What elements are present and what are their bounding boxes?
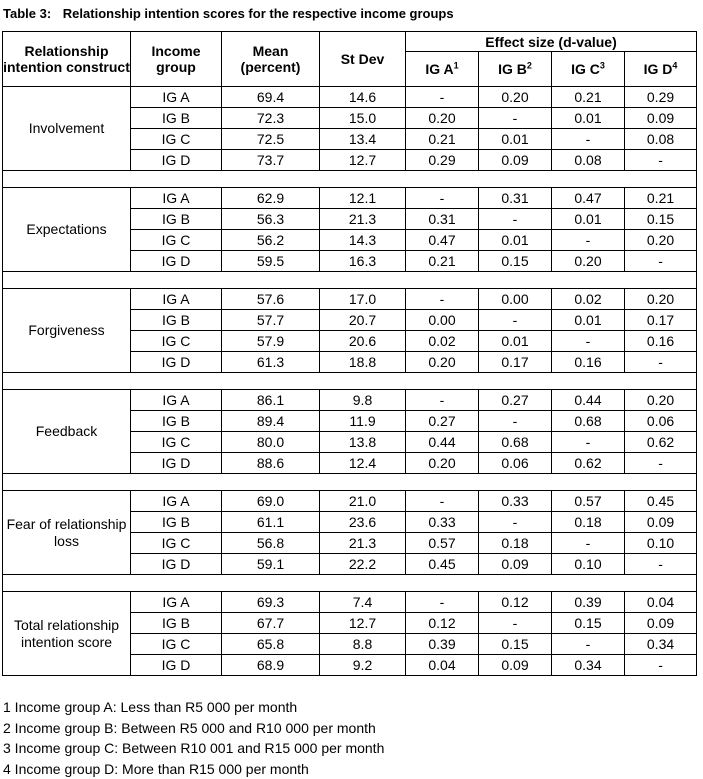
income-group-cell: IG D (131, 150, 222, 171)
income-group-cell: IG B (131, 411, 222, 432)
effect-size-cell: - (552, 230, 625, 251)
income-group-cell: IG C (131, 533, 222, 554)
effect-size-cell: 0.12 (406, 613, 479, 634)
effect-size-cell: 0.17 (479, 352, 552, 373)
effect-size-cell: 0.20 (625, 289, 697, 310)
spacer-row (3, 171, 697, 188)
stdev-cell: 15.0 (320, 108, 406, 129)
mean-cell: 56.3 (222, 209, 320, 230)
income-group-cell: IG C (131, 331, 222, 352)
spacer-row (3, 474, 697, 491)
effect-size-cell: 0.44 (552, 390, 625, 411)
table-row (3, 491, 697, 512)
table-row (3, 390, 697, 411)
stdev-cell: 16.3 (320, 251, 406, 272)
header-mean: Mean (percent) (222, 32, 320, 87)
mean-cell: 59.5 (222, 251, 320, 272)
effect-size-cell: 0.47 (552, 188, 625, 209)
effect-size-cell: 0.01 (479, 331, 552, 352)
effect-size-cell: 0.06 (479, 453, 552, 474)
effect-size-cell: - (406, 592, 479, 613)
stdev-cell: 23.6 (320, 512, 406, 533)
mean-cell: 69.0 (222, 491, 320, 512)
mean-cell: 69.4 (222, 87, 320, 108)
effect-size-cell: 0.20 (406, 352, 479, 373)
effect-size-cell: 0.33 (479, 491, 552, 512)
income-group-cell: IG B (131, 310, 222, 331)
effect-size-cell: - (479, 310, 552, 331)
effect-size-cell: 0.16 (552, 352, 625, 373)
effect-size-cell: 0.02 (406, 331, 479, 352)
effect-size-cell: 0.01 (552, 310, 625, 331)
header-ig-a (406, 52, 479, 87)
footnote-marker: 4 (672, 60, 678, 71)
effect-size-cell: 0.16 (625, 331, 697, 352)
construct-cell: Involvement (3, 87, 131, 171)
effect-size-cell: 0.57 (552, 491, 625, 512)
spacer-row (3, 272, 697, 289)
income-group-cell: IG D (131, 352, 222, 373)
mean-cell: 56.8 (222, 533, 320, 554)
effect-size-cell: 0.27 (479, 390, 552, 411)
footnotes (3, 697, 384, 779)
stdev-cell: 12.7 (320, 150, 406, 171)
table-row (3, 87, 697, 108)
stdev-cell: 14.3 (320, 230, 406, 251)
income-group-cell: IG A (131, 289, 222, 310)
effect-size-cell: 0.20 (406, 453, 479, 474)
effect-size-cell: 0.29 (406, 150, 479, 171)
income-group-cell: IG A (131, 87, 222, 108)
effect-size-cell: - (479, 108, 552, 129)
effect-size-cell: 0.33 (406, 512, 479, 533)
stdev-cell: 12.4 (320, 453, 406, 474)
mean-cell: 57.7 (222, 310, 320, 331)
stdev-cell: 12.1 (320, 188, 406, 209)
effect-size-cell: 0.34 (625, 634, 697, 655)
effect-size-cell: - (625, 150, 697, 171)
effect-size-cell: 0.17 (625, 310, 697, 331)
footnote-4: 4 Income group D: More than R15 000 per month (3, 760, 309, 777)
effect-size-cell: 0.68 (552, 411, 625, 432)
effect-size-cell: - (406, 188, 479, 209)
effect-size-cell: 0.20 (406, 108, 479, 129)
effect-size-cell: 0.09 (479, 554, 552, 575)
header-ig-b-label: IG B (498, 61, 527, 77)
construct-cell: Forgiveness (3, 289, 131, 373)
table-title: Relationship intention scores for the respective income groups (62, 6, 454, 21)
effect-size-cell: - (479, 512, 552, 533)
spacer-row (3, 373, 697, 390)
effect-size-cell: 0.45 (625, 491, 697, 512)
effect-size-cell: 0.20 (625, 230, 697, 251)
effect-size-cell: 0.39 (406, 634, 479, 655)
effect-size-cell: - (625, 554, 697, 575)
mean-cell: 61.3 (222, 352, 320, 373)
stdev-cell: 13.4 (320, 129, 406, 150)
effect-size-cell: 0.06 (625, 411, 697, 432)
mean-cell: 57.6 (222, 289, 320, 310)
header-income-group: Income group (131, 32, 222, 87)
spacer-cell (3, 575, 697, 592)
income-group-cell: IG D (131, 655, 222, 676)
effect-size-cell: 0.15 (625, 209, 697, 230)
effect-size-cell: 0.15 (479, 634, 552, 655)
footnote-2: 2 Income group B: Between R5 000 and R10 000 per month (3, 719, 376, 736)
income-group-cell: IG A (131, 491, 222, 512)
effect-size-cell: - (552, 432, 625, 453)
construct-cell: Feedback (3, 390, 131, 474)
header-construct: Relationship intention construct (3, 32, 131, 87)
footnote-marker: 2 (526, 60, 532, 71)
footnote-marker: 1 (453, 60, 459, 71)
stdev-cell: 14.6 (320, 87, 406, 108)
effect-size-cell: 0.47 (406, 230, 479, 251)
stdev-cell: 21.0 (320, 491, 406, 512)
mean-cell: 61.1 (222, 512, 320, 533)
effect-size-cell: 0.68 (479, 432, 552, 453)
header-ig-d (625, 52, 697, 87)
income-group-cell: IG D (131, 453, 222, 474)
header-ig-d-label: IG D (643, 61, 673, 77)
effect-size-cell: 0.31 (479, 188, 552, 209)
mean-cell: 72.5 (222, 129, 320, 150)
table-caption (3, 6, 454, 21)
stdev-cell: 18.8 (320, 352, 406, 373)
effect-size-cell: 0.01 (552, 108, 625, 129)
stdev-cell: 7.4 (320, 592, 406, 613)
income-group-cell: IG C (131, 432, 222, 453)
table-row (3, 289, 697, 310)
income-group-cell: IG C (131, 634, 222, 655)
stdev-cell: 21.3 (320, 209, 406, 230)
effect-size-cell: 0.45 (406, 554, 479, 575)
relationship-intention-table (2, 31, 697, 676)
header-ig-c (552, 52, 625, 87)
header-ig-c-label: IG C (571, 61, 600, 77)
effect-size-cell: 0.15 (479, 251, 552, 272)
header-ig-b (479, 52, 552, 87)
spacer-cell (3, 373, 697, 390)
effect-size-cell: 0.27 (406, 411, 479, 432)
effect-size-cell: 0.34 (552, 655, 625, 676)
effect-size-cell: - (625, 352, 697, 373)
effect-size-cell: 0.18 (552, 512, 625, 533)
stdev-cell: 9.8 (320, 390, 406, 411)
mean-cell: 73.7 (222, 150, 320, 171)
effect-size-cell: 0.01 (479, 230, 552, 251)
effect-size-cell: 0.62 (552, 453, 625, 474)
effect-size-cell: 0.57 (406, 533, 479, 554)
table-row (3, 188, 697, 209)
effect-size-cell: 0.21 (625, 188, 697, 209)
effect-size-cell: 0.10 (552, 554, 625, 575)
income-group-cell: IG B (131, 209, 222, 230)
mean-cell: 72.3 (222, 108, 320, 129)
construct-cell: Total relationship intention score (3, 592, 131, 676)
effect-size-cell: - (625, 453, 697, 474)
mean-cell: 56.2 (222, 230, 320, 251)
stdev-cell: 21.3 (320, 533, 406, 554)
mean-cell: 68.9 (222, 655, 320, 676)
construct-cell: Expectations (3, 188, 131, 272)
stdev-cell: 8.8 (320, 634, 406, 655)
effect-size-cell: 0.20 (625, 390, 697, 411)
effect-size-cell: - (406, 390, 479, 411)
mean-cell: 80.0 (222, 432, 320, 453)
stdev-cell: 22.2 (320, 554, 406, 575)
income-group-cell: IG B (131, 512, 222, 533)
footnote-3: 3 Income group C: Between R10 001 and R15 000 per month (3, 740, 385, 756)
stdev-cell: 13.8 (320, 432, 406, 453)
mean-cell: 65.8 (222, 634, 320, 655)
effect-size-cell: 0.39 (552, 592, 625, 613)
effect-size-cell: 0.08 (625, 129, 697, 150)
income-group-cell: IG A (131, 188, 222, 209)
effect-size-cell: 0.20 (552, 251, 625, 272)
mean-cell: 67.7 (222, 613, 320, 634)
stdev-cell: 9.2 (320, 655, 406, 676)
effect-size-cell: - (552, 533, 625, 554)
spacer-cell (3, 272, 697, 289)
mean-cell: 88.6 (222, 453, 320, 474)
income-group-cell: IG D (131, 251, 222, 272)
mean-cell: 86.1 (222, 390, 320, 411)
effect-size-cell: 0.15 (552, 613, 625, 634)
effect-size-cell: 0.12 (479, 592, 552, 613)
effect-size-cell: 0.21 (552, 87, 625, 108)
stdev-cell: 17.0 (320, 289, 406, 310)
income-group-cell: IG B (131, 108, 222, 129)
stdev-cell: 20.7 (320, 310, 406, 331)
spacer-cell (3, 171, 697, 188)
effect-size-cell: 0.18 (479, 533, 552, 554)
effect-size-cell: 0.02 (552, 289, 625, 310)
effect-size-cell: 0.08 (552, 150, 625, 171)
effect-size-cell: 0.09 (625, 512, 697, 533)
mean-cell: 59.1 (222, 554, 320, 575)
effect-size-cell: 0.00 (479, 289, 552, 310)
effect-size-cell: 0.09 (625, 613, 697, 634)
table-number: Table 3: (3, 6, 52, 21)
effect-size-cell: 0.09 (625, 108, 697, 129)
effect-size-cell: 0.09 (479, 150, 552, 171)
footnote-1: 1 Income group A: Less than R5 000 per month (3, 699, 298, 715)
income-group-cell: IG B (131, 613, 222, 634)
effect-size-cell: - (479, 411, 552, 432)
effect-size-cell: - (479, 613, 552, 634)
effect-size-cell: 0.10 (625, 533, 697, 554)
effect-size-cell: 0.21 (406, 251, 479, 272)
effect-size-cell: - (406, 491, 479, 512)
stdev-cell: 12.7 (320, 613, 406, 634)
table-row (3, 592, 697, 613)
income-group-cell: IG A (131, 390, 222, 411)
effect-size-cell: - (552, 129, 625, 150)
effect-size-cell: 0.62 (625, 432, 697, 453)
mean-cell: 57.9 (222, 331, 320, 352)
construct-cell: Fear of relationship loss (3, 491, 131, 575)
effect-size-cell: - (552, 634, 625, 655)
effect-size-cell: 0.20 (479, 87, 552, 108)
effect-size-cell: 0.04 (406, 655, 479, 676)
income-group-cell: IG C (131, 230, 222, 251)
stdev-cell: 11.9 (320, 411, 406, 432)
effect-size-cell: 0.04 (625, 592, 697, 613)
spacer-row (3, 575, 697, 592)
effect-size-cell: 0.44 (406, 432, 479, 453)
effect-size-cell: 0.21 (406, 129, 479, 150)
header-ig-a-label: IG A (425, 61, 454, 77)
effect-size-cell: 0.31 (406, 209, 479, 230)
mean-cell: 69.3 (222, 592, 320, 613)
effect-size-cell: 0.01 (479, 129, 552, 150)
spacer-cell (3, 474, 697, 491)
header-stdev: St Dev (320, 32, 406, 87)
effect-size-cell: - (625, 655, 697, 676)
effect-size-cell: 0.00 (406, 310, 479, 331)
effect-size-cell: - (479, 209, 552, 230)
footnote-marker: 3 (599, 60, 605, 71)
effect-size-cell: - (406, 289, 479, 310)
stdev-cell: 20.6 (320, 331, 406, 352)
income-group-cell: IG C (131, 129, 222, 150)
effect-size-cell: 0.29 (625, 87, 697, 108)
effect-size-cell: - (406, 87, 479, 108)
income-group-cell: IG A (131, 592, 222, 613)
table-body (3, 87, 697, 676)
effect-size-cell: - (625, 251, 697, 272)
effect-size-cell: 0.09 (479, 655, 552, 676)
income-group-cell: IG D (131, 554, 222, 575)
mean-cell: 62.9 (222, 188, 320, 209)
effect-size-cell: - (552, 331, 625, 352)
mean-cell: 89.4 (222, 411, 320, 432)
header-effect-size: Effect size (d-value) (406, 32, 697, 52)
effect-size-cell: 0.01 (552, 209, 625, 230)
